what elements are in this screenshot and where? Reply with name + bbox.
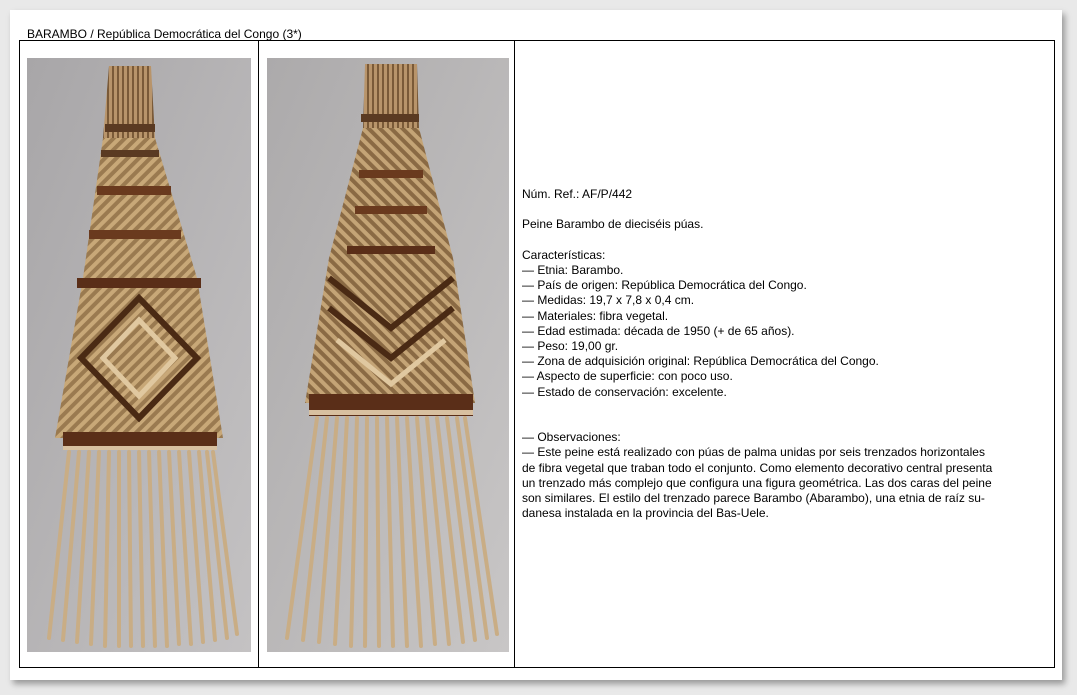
reference-number: Núm. Ref.: AF/P/442 xyxy=(522,187,633,201)
document-page xyxy=(10,10,1062,680)
feature-item: — Aspecto de superficie: con poco uso. xyxy=(522,369,733,384)
summary-line: Peine Barambo de dieciséis púas. xyxy=(522,217,704,232)
features-heading: Características: xyxy=(522,247,606,262)
feature-item: — País de origen: República Democrática del Congo. xyxy=(522,278,807,293)
description-block xyxy=(522,187,1048,521)
feature-item: — Estado de conservación: excelente. xyxy=(522,384,727,399)
observations-line: son similares. El estilo del trenzado parece Barambo (Abarambo), una etnia de raíz su- xyxy=(522,491,985,505)
observations-line: un trenzado más complejo que configura una figura geométrica. Las dos caras del peine xyxy=(522,475,992,490)
feature-item: — Zona de adquisición original: República Democrática del Congo. xyxy=(522,354,879,369)
feature-item: — Etnia: Barambo. xyxy=(522,262,624,277)
observations-line: — Este peine está realizado con púas de palma unidas por seis trenzados horizontales xyxy=(522,445,985,460)
column-divider xyxy=(258,41,259,667)
feature-item: — Medidas: 19,7 x 7,8 x 0,4 cm. xyxy=(522,293,695,308)
observations-heading: — Observaciones: xyxy=(522,430,621,445)
feature-item: — Peso: 19,00 gr. xyxy=(522,339,619,353)
page-title: BARAMBO / República Democrática del Congo (3*) xyxy=(27,27,302,41)
catalog-table xyxy=(19,40,1055,668)
column-divider xyxy=(514,41,515,667)
observations-line: de fibra vegetal que traban todo el conjunto. Como elemento decorativo central presenta xyxy=(522,460,993,475)
comb-photo-back xyxy=(267,58,509,652)
feature-item: — Materiales: fibra vegetal. xyxy=(522,308,669,323)
feature-item: — Edad estimada: década de 1950 (+ de 65 años). xyxy=(522,323,795,338)
comb-photo-front xyxy=(27,58,251,652)
observations-line: danesa instalada en la provincia del Bas-Uele. xyxy=(522,506,769,521)
